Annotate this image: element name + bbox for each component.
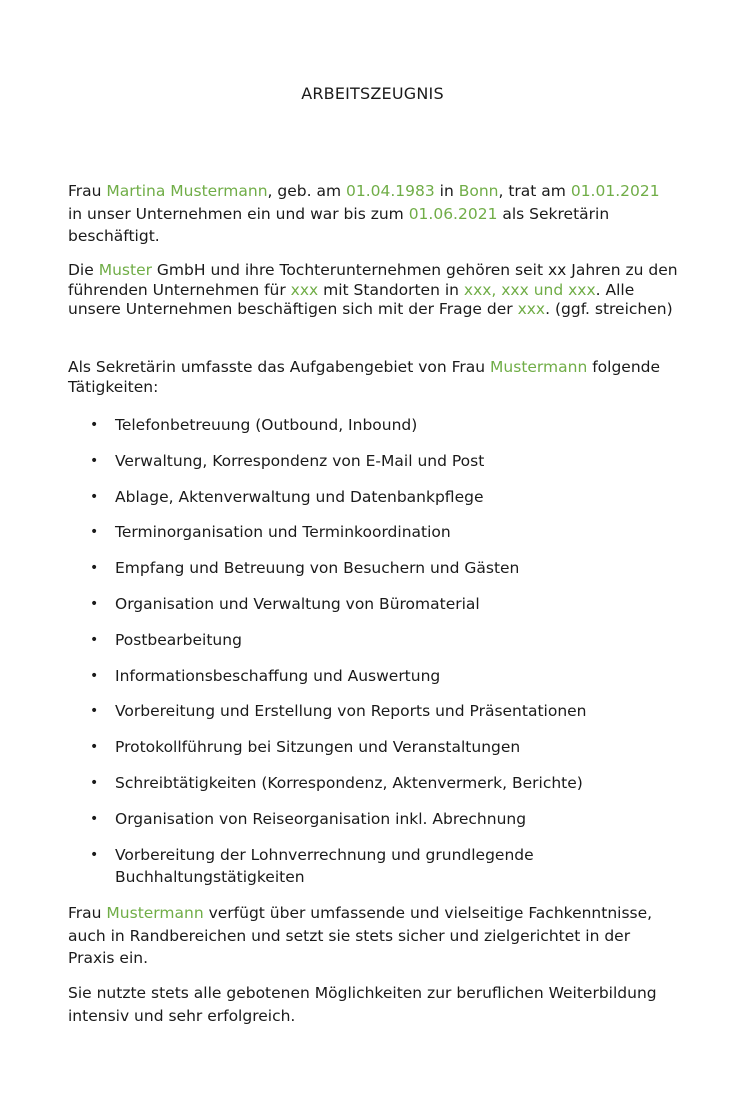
task-item	[0, 486, 595, 508]
task-list	[0, 414, 745, 901]
text: mit Standorten in	[318, 280, 464, 299]
bullet-icon: •	[90, 774, 99, 791]
skills-paragraph	[68, 902, 678, 970]
tasks-intro-paragraph	[68, 357, 678, 397]
employee-surname: Mustermann	[106, 904, 204, 922]
bullet-icon: •	[90, 810, 99, 827]
company-name: Muster	[98, 261, 152, 279]
birth-date: 01.04.1983	[345, 182, 435, 200]
text: in	[434, 182, 459, 200]
task-text: Telefonbetreuung (Outbound, Inbound)	[115, 416, 418, 434]
task-text: Verwaltung, Korrespondenz von E-Mail und Post	[115, 451, 485, 470]
employee-name: Martina Mustermann	[106, 182, 268, 200]
task-item	[0, 700, 595, 722]
bullet-icon: •	[90, 560, 99, 577]
text: verfügt über umfassende und vielseitige Fachkenntnisse, auch in Randbereichen und setzt sie stets sicher und zielgerichtet in der Praxis ein.	[68, 904, 653, 967]
task-item	[0, 521, 595, 543]
bullet-icon: •	[90, 417, 99, 433]
task-text: Ablage, Aktenverwaltung und Datenbankpflege	[115, 487, 484, 506]
bullet-icon: •	[90, 739, 99, 756]
task-text: Organisation und Verwaltung von Büromaterial	[115, 594, 480, 613]
intro-paragraph	[68, 180, 678, 248]
bullet-icon: •	[90, 524, 99, 541]
text: , trat am	[498, 182, 571, 200]
text: Die	[68, 261, 99, 279]
task-text: Organisation von Reiseorganisation inkl. Abrechnung	[115, 809, 527, 828]
task-text: Terminorganisation und Terminkoordination	[115, 523, 451, 542]
bullet-icon: •	[90, 631, 99, 648]
company-paragraph	[68, 261, 678, 320]
text: . Alle unsere Unternehmen beschäftigen sich mit der Frage der	[68, 280, 635, 318]
text: Als Sekretärin umfasste das Aufgabengebiet von Frau	[68, 358, 491, 376]
business-question: xxx	[517, 300, 546, 318]
text: als Sekretärin beschäftigt.	[68, 204, 610, 245]
bullet-icon: •	[90, 488, 99, 505]
bullet-icon: •	[90, 846, 99, 863]
business-field: xxx	[290, 280, 319, 299]
bullet-icon: •	[90, 452, 99, 469]
document-title: ARBEITSZEUGNIS	[301, 84, 444, 103]
task-item	[0, 414, 595, 436]
text: . (ggf. streichen)	[545, 300, 673, 318]
text: , geb. am	[267, 182, 346, 200]
task-item	[0, 629, 595, 651]
text: folgende Tätigkeiten:	[68, 358, 661, 396]
start-date: 01.01.2021	[570, 182, 660, 200]
task-text: Vorbereitung der Lohnverrechnung und grundlegende Buchhaltungstätigkeiten	[115, 845, 534, 886]
training-paragraph: Sie nutzte stets alle gebotenen Möglichkeiten zur beruflichen Weiterbildung intensiv und sehr erfolgreich.	[68, 984, 657, 1025]
task-text: Protokollführung bei Sitzungen und Veranstaltungen	[115, 738, 521, 757]
task-item	[0, 772, 595, 794]
task-text: Postbearbeitung	[115, 630, 242, 649]
task-text: Schreibtätigkeiten (Korrespondenz, Aktenvermerk, Berichte)	[115, 773, 583, 792]
task-item	[0, 736, 595, 758]
birth-place: Bonn	[458, 182, 499, 200]
text: Frau	[68, 182, 107, 200]
text: GmbH und ihre Tochterunternehmen gehören seit xx Jahren zu den führenden Unternehmen für	[68, 261, 678, 299]
employee-surname: Mustermann	[490, 358, 588, 376]
text: in unser Unternehmen ein und war bis zum	[68, 204, 409, 223]
task-item	[0, 808, 595, 830]
task-text: Vorbereitung und Erstellung von Reports und Präsentationen	[115, 702, 587, 721]
bullet-icon: •	[90, 703, 99, 720]
task-text: Empfang und Betreuung von Besuchern und Gästen	[115, 559, 520, 578]
task-item	[0, 450, 595, 472]
task-item	[0, 593, 595, 615]
bullet-icon: •	[90, 667, 99, 684]
task-item	[0, 844, 595, 888]
task-item	[0, 557, 595, 579]
bullet-icon: •	[90, 595, 99, 612]
locations: xxx, xxx und xxx	[463, 280, 596, 299]
task-text: Informationsbeschaffung und Auswertung	[115, 666, 441, 685]
text: Frau	[68, 904, 107, 922]
end-date: 01.06.2021	[408, 204, 498, 223]
task-item	[0, 665, 595, 687]
